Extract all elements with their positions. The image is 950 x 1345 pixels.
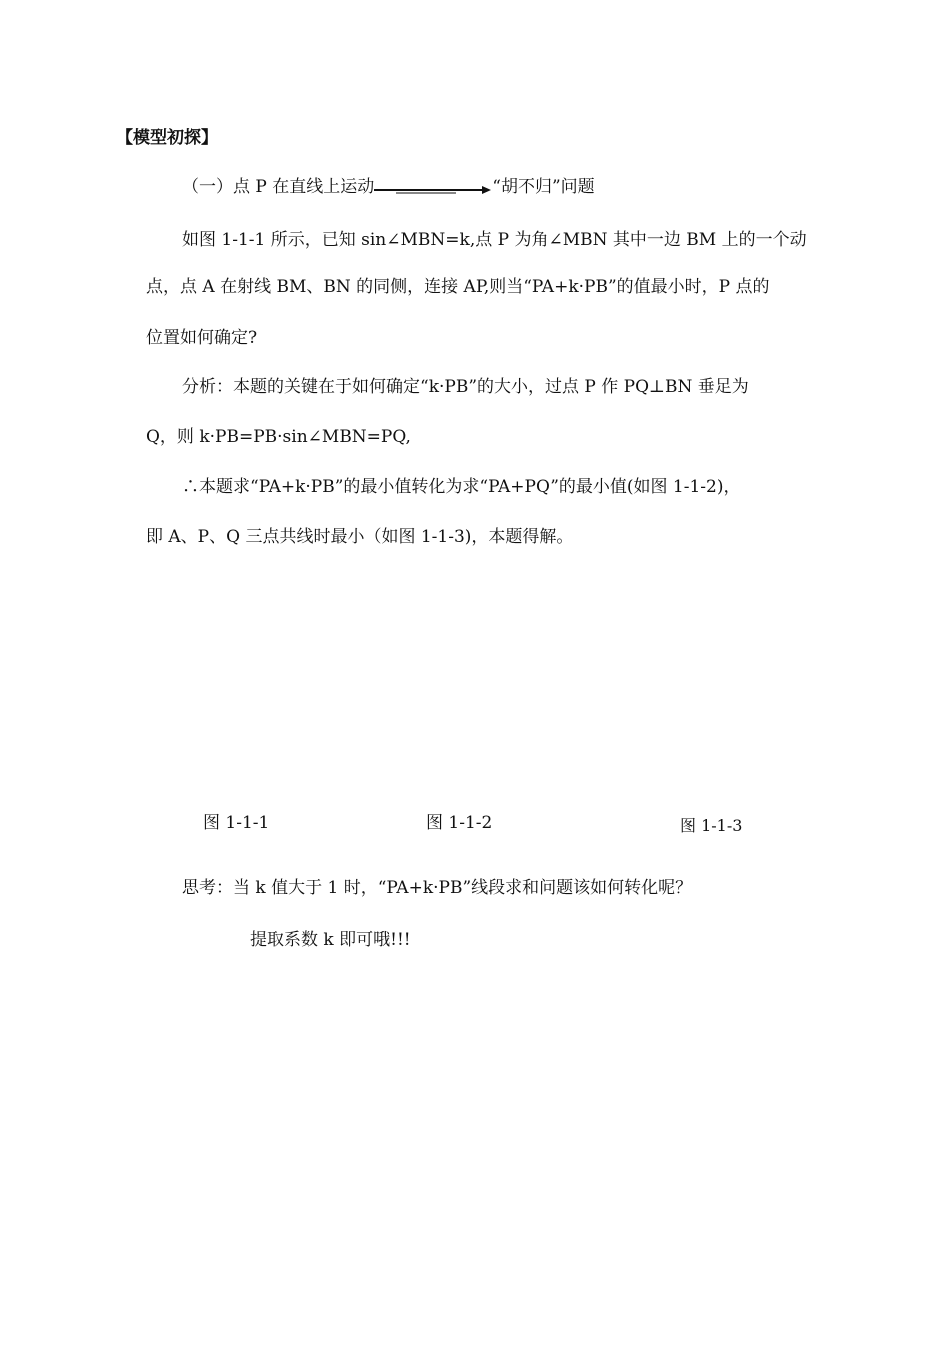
think-answer: 提取系数 k 即可哦!!!	[250, 930, 411, 950]
think-question: 思考：当 k 值大于 1 时，“PA+k·PB”线段求和问题该如何转化呢？	[182, 878, 693, 898]
paragraph1-line3: 位置如何确定?	[146, 328, 258, 348]
paragraph1-line1: 如图 1-1-1 所示，已知 sin∠MBN=k,点 P 为角∠MBN 其中一边 BM 上的一个动	[182, 230, 807, 250]
analysis-line2: Q，则 k·PB=PB·sin∠MBN=PQ,	[146, 427, 411, 447]
analysis-line3: ∴本题求“PA+k·PB”的最小值转化为求“PA+PQ”的最小值(如图 1-1-2)，	[182, 477, 741, 497]
right-arrow-icon	[374, 179, 492, 193]
analysis-line1: 分析：本题的关键在于如何确定“k·PB”的大小，过点 P 作 PQ⊥BN 垂足为	[182, 377, 749, 397]
subheading-right: “胡不归”问题	[492, 177, 595, 197]
section-title: 【模型初探】	[116, 128, 218, 148]
subheading-left: （一）点 P 在直线上运动	[182, 177, 375, 197]
figure-caption-1: 图 1-1-1	[203, 813, 270, 833]
subheading	[182, 176, 595, 198]
figure-caption-3: 图 1-1-3	[680, 816, 743, 835]
paragraph1-line2: 点，点 A 在射线 BM、BN 的同侧，连接 AP,则当“PA+k·PB”的值最小时，P 点的	[146, 277, 770, 297]
analysis-line4: 即 A、P、Q 三点共线时最小（如图 1-1-3)，本题得解。	[146, 527, 574, 547]
figure-caption-2: 图 1-1-2	[426, 813, 493, 833]
